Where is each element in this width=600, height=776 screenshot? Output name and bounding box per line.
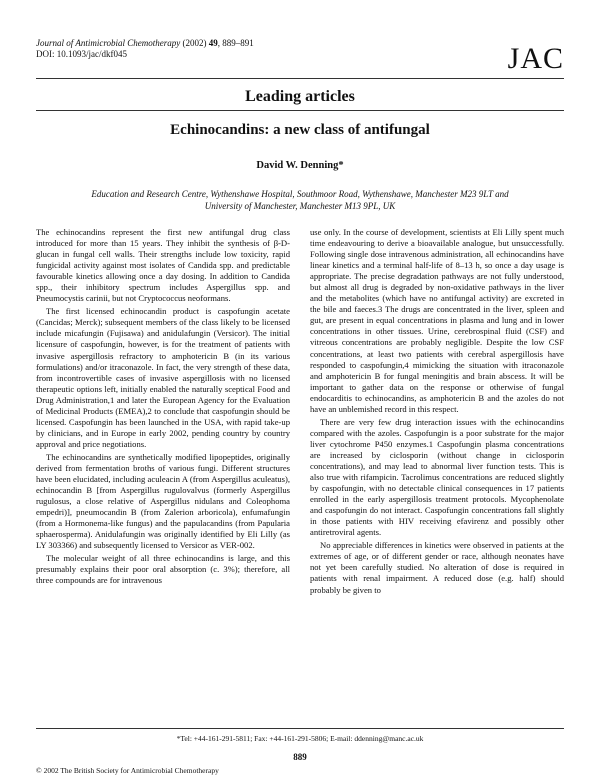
volume: 49: [208, 38, 218, 48]
page-range: , 889–891: [217, 38, 254, 48]
left-paragraph: The first licensed echinocandin product is caspofungin acetate (Cancidas; Merck); subsequent members of the class likely to be licensed include micafungin (Fujisawa) and anidulafungin (Versicor). The initial licensure of caspofungin, however, is for the treatment of patients with invasive aspergillosis refractory to amphotericin B (in its various formulations) and/or itraconazole. In fact, the very strength of these data, from incontrovertible cases of invasive aspergillosis with no licensed therapeutic options left, initially enabled the naturally sceptical Food and Drug Administration,1 and later the European Agency for the Evaluation of Medicinal Products (EMEA),2 to conclude that caspofungin should be licensed. Caspofungin has been launched in the USA, with rapid take-up by clinicians, and in Europe in early 2002, pending country by country approval and price negotiations.: [36, 306, 290, 449]
header-divider: [36, 78, 564, 79]
left-paragraph: The echinocandins are synthetically modified lipopeptides, originally derived from fermentation broths of various fungi. Different structures have been elucidated, including aculeacin A (from Aspergillus aculeatus), echinocandin B [from Aspergillus rugulovalvus (formerly Aspergillus rugulosus, a close relative of Aspergillus nidulans and Coleophoma empedri)], pneumocandin B (from Zalerion arboricola), enfumafungin (from a Hormonema-like fungus) and the papulacandins (from Papularia sphaerosperma). Anidulafungin was originally identified by Eli Lilly (as LY 303366) and subsequently licensed to Versicor as VER-002.: [36, 451, 290, 551]
left-column: [36, 227, 290, 589]
journal-header: [36, 38, 254, 60]
citation-year: (2002): [182, 38, 207, 48]
left-paragraph: The molecular weight of all three echinocandins is large, and this presumably explains their poor oral absorption (c. 3%); therefore, all three compounds are for intravenous: [36, 553, 290, 586]
journal-name: Journal of Antimicrobial Chemotherapy: [36, 38, 181, 48]
footnote-divider: [36, 728, 564, 729]
jac-logo: JAC: [507, 42, 564, 75]
section-label: Leading articles: [245, 88, 355, 105]
left-paragraph: The echinocandins represent the first new antifungal drug class introduced for more than 15 years. They inhibit the synthesis of β-D-glucan in fungal cell walls. Their strengths include low toxicity, rapid fungicidal activity against most isolates of Candida spp. and predictable favourable kinetics allowing once a day dosing. In addition to Candida spp., their inhibitory spectrum includes Aspergillus spp. and Pneumocystis carinii, but not Cryptococcus neoformans.: [36, 227, 290, 304]
right-column: [310, 227, 564, 598]
affiliation-line-2: University of Manchester, Manchester M13 9PL, UK: [204, 201, 396, 211]
right-paragraph: No appreciable differences in kinetics were observed in patients at the extremes of age, or of different gender or race, although neonates have not yet been carefully studied. No alteration of dose is required in patients with renal impairment. A reduced dose (e.g. half) should probably be given to: [310, 540, 564, 595]
right-paragraph: There are very few drug interaction issues with the echinocandins compared with the azoles. Caspofungin is a poor substrate for the major liver cytochrome P450 enzymes.1 Caspofungin plasma concentrations are increased by ciclosporin (without change in ciclosporin concentrations), and may lead to abnormal liver function tests. This is also true with rifampicin. Tacrolimus concentrations are reduced slightly by caspofungin, with no detectable clinical consequences in 17 patients enrolled in the early aspergillosis treatment protocols. Mycophenolate and caspofungin do not interact. Caspofungin concentrations fall slightly in those patients with HIV receiving efavirenz and possibly other antiretroviral agents.: [310, 416, 564, 538]
section-divider: [36, 110, 564, 111]
author: David W. Denning*: [256, 160, 344, 171]
article-title: Echinocandins: a new class of antifungal: [170, 122, 430, 138]
page-number: 889: [293, 752, 307, 762]
copyright: © 2002 The British Society for Antimicrobial Chemotherapy: [36, 766, 219, 775]
right-paragraph: use only. In the course of development, scientists at Eli Lilly spent much time endeavouring to derive a bioavailable analogue, but unsuccessfully. Following single dose intravenous administration, all echinocandins have linear kinetics and a terminal half-life of 8–13 h, so once a day usage is appropriate. The precise degradation pathways are not fully understood, but almost all drug is degraded by non-oxidative pathways in the liver and the metabolites (which have no antifungal activity) are excreted in the bile and faeces.3 The drugs are concentrated in the liver, spleen and gut, are present in equal concentrations in plasma and lung and in lower concentrations in other tissues. Urine, cerebrospinal fluid (CSF) and vitreous concentrations are probably negligible. Despite the low CSF concentrations, at least two patients with cerebral aspergillosis have responded to caspofungin,4 mimicking the situation with itraconazole and amphotericin B for fungal meningitis and brain abscess. It will be important to gather data on the response or otherwise of fungal endocarditis to echinocandins, as amphotericin B and the azoles do not have an unblemished record in this respect.: [310, 227, 564, 414]
affiliation-line-1: Education and Research Centre, Wythenshawe Hospital, Southmoor Road, Wythenshawe, Manchester M23 9LT and: [91, 189, 509, 199]
footnote: *Tel: +44-161-291-5811; Fax: +44-161-291-5806; E-mail: ddenning@manc.ac.uk: [176, 734, 424, 743]
citation-line: [36, 38, 254, 49]
doi: DOI: 10.1093/jac/dkf045: [36, 49, 127, 59]
affiliation: [50, 188, 550, 212]
